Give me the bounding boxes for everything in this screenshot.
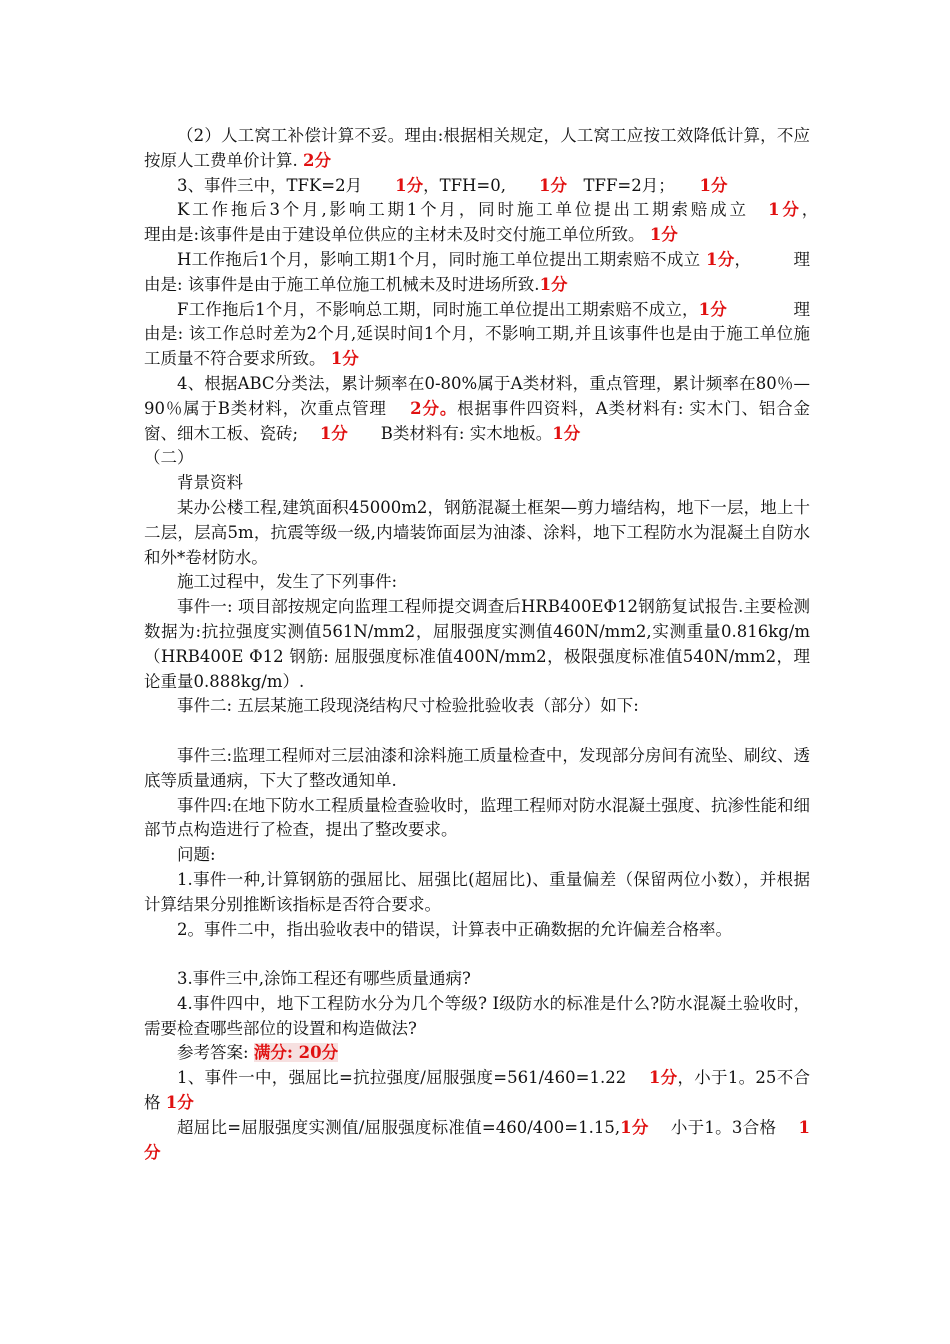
score-mark: 1分 (620, 1117, 649, 1137)
score-mark: 1分 (319, 423, 348, 443)
score-mark: 1分 (330, 349, 359, 369)
score-mark: 1分 (395, 175, 424, 195)
paragraph-text: 背景资料 (177, 473, 243, 493)
paragraph (144, 595, 810, 694)
paragraph (144, 1116, 810, 1166)
paragraph (144, 1066, 810, 1116)
paragraph-text: 理由是: 该工作总时差为2个月,延误时间1个月，不影响工期,并且该事件也是由于施工单位施工质量不符合要求所致。 (144, 299, 811, 369)
paragraph-text: ，TFH=0, (423, 175, 540, 195)
paragraph-text: ，小于1。25不合格 (144, 1068, 810, 1113)
paragraph-text: 1.事件一种,计算钢筋的强屈比、屈强比(超屈比)、重量偏差（保留两位小数），并根据计算结果分别推断该指标是否符合要求。 (144, 869, 810, 914)
paragraph (144, 124, 810, 174)
paragraph-text: 3.事件三中,涂饰工程还有哪些质量通病? (177, 969, 471, 989)
paragraph-text: F工作拖后1个月，不影响总工期，同时施工单位提出工期索赔不成立， (177, 299, 699, 319)
paragraph-text: （二） (144, 448, 194, 468)
paragraph (144, 694, 810, 719)
paragraph-text: B类材料有: 实木地板。 (347, 423, 553, 443)
score-mark: 1分 (699, 175, 728, 195)
paragraph-text: 事件二: 五层某施工段现浇结构尺寸检验批验收表（部分）如下: (177, 696, 639, 716)
score-mark: 1分 (648, 1068, 678, 1088)
score-mark: 1分 (698, 299, 727, 319)
paragraph (144, 744, 810, 794)
score-mark: 2分 (303, 150, 331, 170)
paragraph-text: 施工过程中，发生了下列事件: (177, 572, 398, 592)
paragraph (144, 1041, 810, 1066)
paragraph (144, 868, 810, 918)
paragraph-text: 问题: (177, 845, 216, 865)
paragraph (144, 843, 810, 868)
score-mark: 1分 (768, 200, 802, 220)
paragraph-text: H工作拖后1个月，影响工期1个月，同时施工单位提出工期索赔不成立 (177, 249, 706, 269)
paragraph (144, 918, 810, 943)
paragraph-text: 事件四:在地下防水工程质量检查验收时，监理工程师对防水混凝土强度、抗渗性能和细部节点构造进行了检查，提出了整改要求。 (144, 795, 810, 840)
paragraph-text: 根据事件四资料，A类材料有: 实木门、铝合金窗、细木工板、瓷砖; (144, 398, 810, 443)
paragraph-text: 事件三:监理工程师对三层油漆和涂料施工质量检查中，发现部分房间有流坠、刷纹、透底等质量通病，下大了整改通知单. (144, 745, 810, 790)
paragraph-text: TFF=2月； (567, 175, 700, 195)
score-mark: 1分 (552, 423, 581, 443)
paragraph-text: 参考答案: (177, 1043, 254, 1063)
score-mark: 1分 (539, 175, 567, 195)
paragraph-text: ， 理由是: 该事件是由于施工单位施工机械未及时进场所致. (144, 249, 810, 294)
paragraph-text: 4、根据ABC分类法，累计频率在0-80%属于A类材料，重点管理，累计频率在80％—90％属于B类材料，次重点管理 (144, 373, 810, 418)
paragraph (144, 794, 810, 844)
paragraph (144, 372, 810, 446)
paragraph (144, 298, 810, 372)
paragraph-text: 超屈比=屈服强度实测值/屈服强度标准值=460/400=1.15, (177, 1117, 621, 1137)
score-mark: 1分 (649, 225, 678, 245)
score-mark: 1分 (165, 1093, 194, 1113)
blank-line (144, 942, 810, 967)
paragraph (144, 992, 810, 1042)
paragraph (144, 967, 810, 992)
paragraph (144, 471, 810, 496)
paragraph (144, 248, 810, 298)
paragraph-text: 事件一: 项目部按规定向监理工程师提交调查后HRB400EΦ12钢筋复试报告.主要检测数据为:抗拉强度实测值561N/mm2，屈服强度实测值460N/mm2,实测重量0.816kg/m（HRB400E Φ12 钢筋: 屈服强度标准值400N/mm2，极限强度标准值540N/mm2，理论重量0.888kg/m）. (144, 597, 810, 691)
blank-line (144, 719, 810, 744)
paragraph-text: 2。事件二中，指出验收表中的错误，计算表中正确数据的允许偏差合格率。 (177, 919, 732, 939)
paragraph-text: K工作拖后3个月,影响工期1个月，同时施工单位提出工期索赔成立 (177, 200, 769, 220)
paragraph-text: 某办公楼工程,建筑面积45000m2，钢筋混凝土框架—剪力墙结构，地下一层，地上十二层，层高5m，抗震等级一级,内墙装饰面层为油漆、涂料，地下工程防水为混凝土自防水和外*卷材防水。 (144, 497, 810, 567)
paragraph-text: 3、事件三中，TFK=2月 (177, 175, 396, 195)
full-score-highlight: 满分: 20分 (253, 1043, 339, 1063)
score-mark: 2分。 (410, 398, 458, 418)
paragraph-text: 小于1。3合格 (648, 1117, 799, 1137)
score-mark: 1分 (705, 249, 735, 269)
paragraph-text: ， 理由是:该事件是由于建设单位供应的主材未及时交付施工单位所致。 (144, 200, 926, 245)
paragraph-text: 1、事件一中，强屈比=抗拉强度/屈服强度=561/460=1.22 (177, 1068, 649, 1088)
paragraph (144, 198, 926, 248)
score-mark: 1分 (539, 274, 568, 294)
paragraph (144, 496, 810, 570)
paragraph-text: 4.事件四中，地下工程防水分为几个等级? Ⅰ级防水的标准是什么?防水混凝土验收时，需要检查哪些部位的设置和构造做法? (144, 993, 810, 1038)
paragraph (144, 570, 810, 595)
paragraph (144, 174, 810, 199)
paragraph (144, 446, 810, 471)
paragraph-text: （2）人工窝工补偿计算不妥。理由:根据相关规定，人工窝工应按工效降低计算，不应按原人工费单价计算. (144, 126, 810, 170)
score-mark: 1分 (144, 1117, 810, 1162)
